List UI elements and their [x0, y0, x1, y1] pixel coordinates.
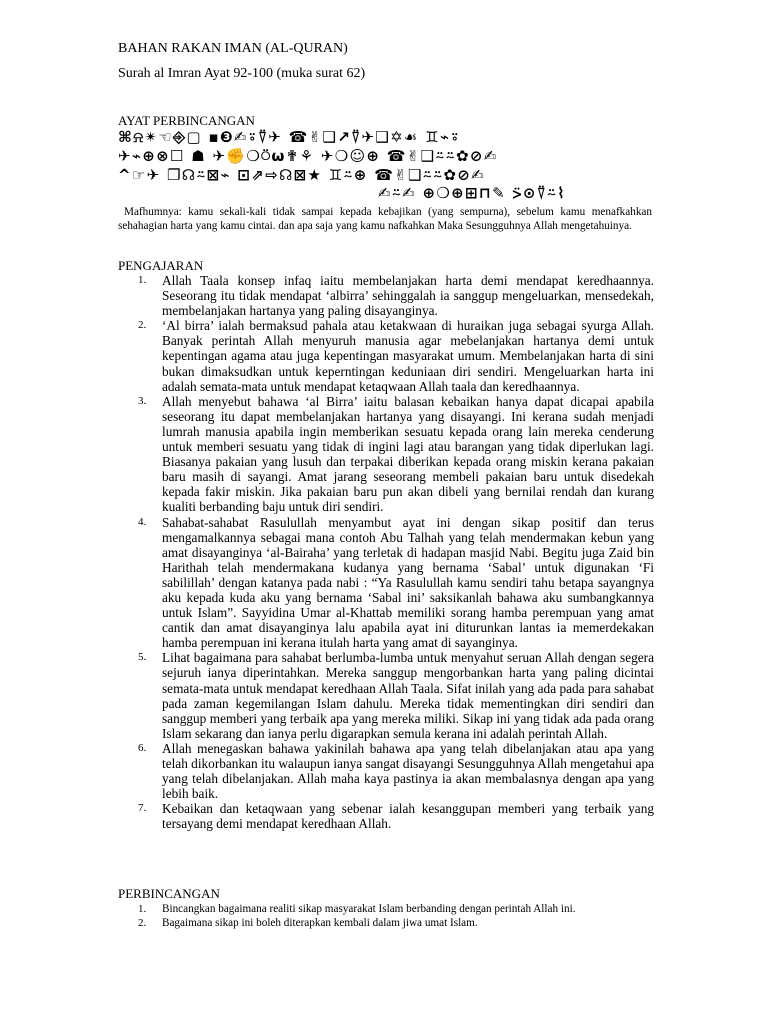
item-number: 2.: [138, 319, 147, 332]
item-number: 7.: [138, 802, 147, 815]
item-number: 5.: [138, 651, 147, 664]
item-text: Allah menyebut bahawa ‘al Birra’ iaitu balasan kebaikan hanya dapat dicapai apabila seseorang itu dapat membelanjakan hartanya yang disayangi. Ini kerana sudah menjadi lumrah manusia apabila ingin memberikan sesuatu kepada orang lain mereka cenderung untuk memberi sesuatu yang tidak di ingini lagi atau barangan yang tidak diperlukan lagi. Biasanya pakaian yang lusuh dan terpakai diberikan kepada orang miskin kerana pakaian baru masih di sayangi. Amat jarang seseorang membeli pakaian baru untuk disedekah kepada fakir miskin. Jika pakaian baru pun akan dibeli yang bernilai rendah dan kurang kualiti berbanding baju untuk diri sendiri.: [162, 393, 654, 515]
item-number: 6.: [138, 741, 147, 754]
arabic-line: ^☞✈ ❐☊⍨⊠⌁ ⊡⇗⇨☊⊠★ ♊⍨⊕ ☎✌❑⍨⍨✿⊘✍: [118, 166, 486, 184]
item-number: 4.: [138, 515, 147, 528]
pengajaran-heading: PENGAJARAN: [118, 258, 204, 273]
pengajaran-list: [130, 273, 654, 831]
item-number: 1.: [138, 903, 147, 915]
item-text: ‘Al birra’ ialah bermaksud pahala atau ketakwaan di huraikan juga sebagai syurga Allah. Banyak perintah Allah menyuruh manusia agar mebelanjakan hartanya demi untuk kepentingan agama atau juga kepentingan masyarakat umum. Membelanjakan harta di sini bukan dimaksudkan untuk keperntingan keduniaan diri sendiri. Mengeluarkan harta ini adalah semata-mata untuk mendapat ketaqwaan Allah taala dan keredhaannya.: [162, 318, 654, 394]
surah-reference: Surah al Imran Ayat 92-100 (muka surat 62): [118, 66, 366, 81]
item-text: Allah Taala konsep infaq iaitu membelanjakan harta demi mendapat keredhaannya. Seseorang itu tidak mendapat ‘albirra’ sehinggalah ia sanggup mengeluarkan, mensedekah, membelanjakan hartanya yang paling disayanginya.: [162, 273, 654, 319]
item-text: Kebaikan dan ketaqwaan yang sebenar ialah kesanggupan memberi yang terbaik yang tersayang demi mendapat keredhaan Allah.: [162, 801, 654, 832]
item-text: Bagaimana sikap ini boleh diterapkan kembali dalam jiwa umat Islam.: [162, 916, 478, 929]
item-text: Sahabat-sahabat Rasulullah menyambut ayat ini dengan sikap positif dan terus mengamalkannya sebagai mana contoh Abu Talhah yang telah mendermakan kebun yang amat disayanginya ‘al-Bairaha’ yang terletak di hadapan masjid Nabi. Begitu juga Zaid bin Harithah telah mendermakana kudanya yang bernama ‘Sabal’ untuk digunakan ‘Fi sabilillah’ dengan katanya pada nabi : “Ya Rasulullah kamu sendiri tahu betapa sayangnya aku kepada kuda aku yang bernama ‘Sabal ini’ saksikanlah bahawa aku sumbangkannya untuk Islam”. Sayyidina Umar al-Khattab memiliki sorang hamba perempuan yang amat cantik dan amat disayanginya lalu apabila ayat ini diturunkan lantas ia memerdekakan hamba perempuan ini kerana itulah harta yang amat di sayanginya.: [162, 514, 654, 651]
list-item: [130, 273, 654, 318]
arabic-line: ✍⍨✍ ⊕❍⊕⊞⊓✎ ⍩⊙⍢⍨⌇: [378, 184, 566, 202]
item-number: 1.: [138, 274, 147, 286]
list-item: [130, 741, 654, 801]
list-item: [130, 515, 654, 651]
list-item: [130, 917, 654, 931]
item-text: Lihat bagaimana para sahabat berlumba-lumba untuk menyahut seruan Allah dengan segera sejuruh ianya diperintahkan. Mereka sanggup mengorbankan harta yang paling dicintai semata-mata untuk mendapat keredhaan Allah Taala. Sifat inilah yang ada pada para sahabat pada zaman kegemilangan Islam dahulu. Mereka tidak mementingkan diri sendiri dan sanggup memberi yang terbaik apa yang mereka miliki. Sikap ini yang tidak ada pada orang Islam sekarang dan ianya perlu digarapkan semula kerana ini adalah perintah Allah.: [162, 650, 654, 741]
arabic-line: ✈⌁⊕⊗☐ ☗ ✈✊❍⍥⍵✟⚘ ✈❍☺⊕ ☎✌❑⍨⍨✿⊘✍: [118, 147, 498, 165]
list-item: [130, 801, 654, 831]
list-item: [130, 903, 654, 917]
item-number: 2.: [138, 916, 147, 929]
perbincangan-heading: PERBINCANGAN: [118, 886, 220, 901]
arabic-line: ⌘⍾✴☜⎆▢ ▪❸✍⍤⍢✈ ☎✌❑↗⍢✈❑✡☙ ♊⌁⍤: [118, 128, 461, 146]
item-number: 3.: [138, 394, 147, 407]
ayat-heading: AYAT PERBINCANGAN: [118, 113, 255, 128]
document-title: BAHAN RAKAN IMAN (AL-QURAN): [118, 41, 348, 56]
list-item: [130, 318, 654, 393]
list-item: [130, 394, 654, 515]
item-text: Bincangkan bagaimana realiti sikap masyarakat Islam berbanding dengan perintah Allah ini.: [162, 903, 576, 915]
mafhum-translation: Mafhumnya: kamu sekali-kali tidak sampai kepada kebajikan (yang sempurna), sebelum kamu menafkahkan sehahagian harta yang kamu cintai. dan apa saja yang kamu nafkahkan Maka Sesungguhnya Allah mengetahuinya.: [118, 206, 652, 233]
item-text: Allah menegaskan bahawa yakinilah bahawa apa yang telah dibelanjakan atau apa yang telah dikorbankan itu walaupun ianya sangat disayangi Sesungguhnya Allah mengetahui apa yang telah dibelanjakan. Allah maha kaya pastinya ia akan membalasnya dengan apa yang lebih baik.: [162, 740, 654, 802]
list-item: [130, 650, 654, 741]
perbincangan-list: [130, 903, 654, 930]
